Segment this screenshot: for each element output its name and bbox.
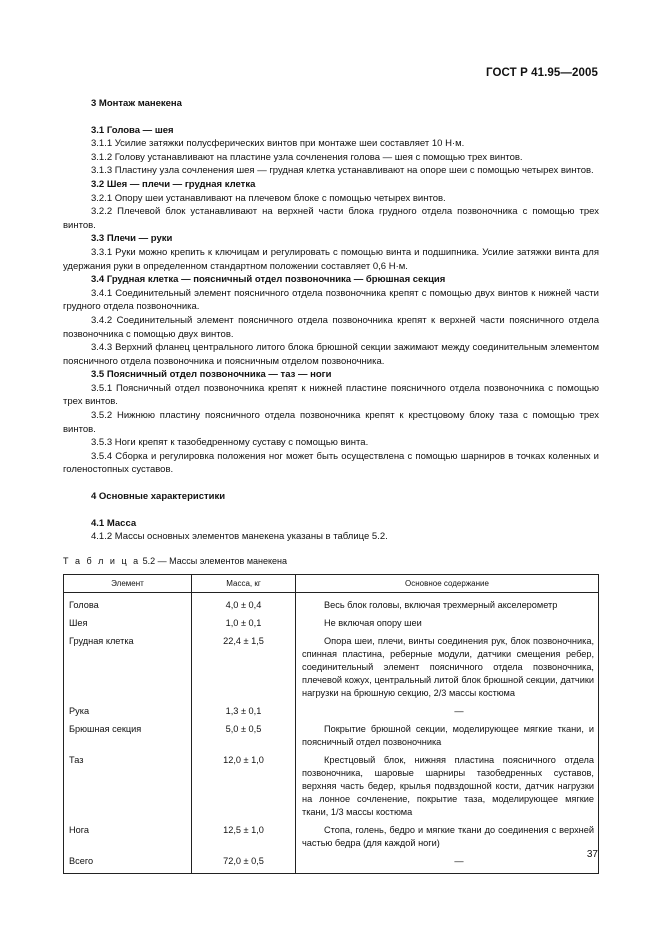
cell-description: — bbox=[296, 705, 599, 723]
section-3-4-title: 3.4 Грудная клетка — поясничный отдел позвоночника — брюшная секция bbox=[91, 274, 446, 286]
cell-mass: 1,0 ± 0,1 bbox=[192, 617, 296, 635]
table-row bbox=[64, 723, 599, 754]
table-row bbox=[64, 617, 599, 635]
paragraph: 3.3.1 Руки можно крепить к ключицам и регулировать с помощью винта и подшипника. Усилие затяжки винта для удержания руки в определенном стандартном положении составляет 0,6 Н·м. bbox=[63, 246, 599, 272]
paragraph: 3.2.1 Опору шеи устанавливают на плечевом блоке с помощью четырех винтов. bbox=[91, 192, 446, 204]
paragraph: 3.4.3 Верхний фланец центрального литого блока брюшной секции зажимают между соединительным элементом поясничного отдела позвоночника и поясничным отделом позвоночника. bbox=[63, 342, 599, 367]
section-3-title: 3 Монтаж манекена bbox=[91, 98, 182, 109]
cell-mass: 5,0 ± 0,5 bbox=[192, 723, 296, 754]
table-row bbox=[64, 754, 599, 824]
page-content bbox=[63, 97, 599, 874]
table-row bbox=[64, 635, 599, 705]
cell-mass: 72,0 ± 0,5 bbox=[192, 855, 296, 874]
section-3-2-title: 3.2 Шея — плечи — грудная клетка bbox=[91, 178, 256, 190]
paragraph: 3.4.2 Соединительный элемент поясничного отдела позвоночника крепят к верхней части поясничного отдела позвоночника с помощью двух винтов. bbox=[63, 314, 599, 340]
cell-element: Нога bbox=[64, 824, 192, 855]
cell-element: Всего bbox=[64, 855, 192, 874]
section-4-1-title: 4.1 Масса bbox=[91, 517, 137, 529]
mass-table bbox=[63, 574, 599, 874]
cell-mass: 1,3 ± 0,1 bbox=[192, 705, 296, 723]
paragraph: 4.1.2 Массы основных элементов манекена указаны в таблице 5.2. bbox=[91, 531, 388, 543]
cell-element: Грудная клетка bbox=[64, 635, 192, 705]
paragraph: 3.5.3 Ноги крепят к тазобедренному суставу с помощью винта. bbox=[91, 437, 369, 449]
cell-element: Рука bbox=[64, 705, 192, 723]
page-number: 37 bbox=[586, 849, 598, 860]
section-3-3-title: 3.3 Плечи — руки bbox=[91, 233, 173, 245]
section-4-title: 4 Основные характеристики bbox=[91, 491, 226, 503]
cell-description: Опора шеи, плечи, винты соединения рук, блок позвоночника, спинная пластина, реберные модули, датчики смещения ребер, соединительный элемент поясничного отдела позвоночника, плечевой кожух, центральный литой блок брюшной секции, датчики нагрузки на брюшную секцию, 2/3 массы костюма bbox=[296, 635, 599, 705]
paragraph: 3.5.2 Нижнюю пластину поясничного отдела позвоночника крепят к крестцовому блоку таза с помощью трех винтов. bbox=[63, 410, 599, 435]
document-id: ГОСТ Р 41.95—2005 bbox=[486, 67, 598, 79]
paragraph: 3.1.1 Усилие затяжки полусферических винтов при монтаже шеи составляет 10 Н·м. bbox=[91, 138, 465, 150]
table-row bbox=[64, 855, 599, 874]
cell-description: Не включая опору шеи bbox=[296, 617, 599, 635]
column-header-element: Элемент bbox=[64, 575, 192, 593]
cell-mass: 12,5 ± 1,0 bbox=[192, 824, 296, 855]
table-caption bbox=[63, 555, 599, 569]
cell-mass: 12,0 ± 1,0 bbox=[192, 754, 296, 824]
cell-element: Брюшная секция bbox=[64, 723, 192, 754]
cell-mass: 22,4 ± 1,5 bbox=[192, 635, 296, 705]
cell-element: Шея bbox=[64, 617, 192, 635]
section-3-1-title: 3.1 Голова — шея bbox=[91, 124, 174, 136]
cell-mass: 4,0 ± 0,4 bbox=[192, 593, 296, 618]
table-row bbox=[64, 824, 599, 855]
paragraph: 3.1.2 Голову устанавливают на пластине узла сочленения голова — шея с помощью трех винтов. bbox=[91, 151, 523, 163]
paragraph: 3.5.4 Сборка и регулировка положения ног может быть осуществлена с помощью шарниров в точках коленных и голеностопных суставов. bbox=[63, 450, 599, 476]
cell-element: Таз bbox=[64, 754, 192, 824]
section-3-5-title: 3.5 Поясничный отдел позвоночника — таз — ноги bbox=[91, 369, 332, 381]
cell-description: Стопа, голень, бедро и мягкие ткани до соединения с верхней частью бедра (для каждой ноги) bbox=[296, 824, 599, 855]
cell-element: Голова bbox=[64, 593, 192, 618]
paragraph: 3.4.1 Соединительный элемент поясничного отдела позвоночника крепят с помощью двух винтов к нижней части грудного отдела позвоночника. bbox=[63, 287, 599, 313]
column-header-description: Основное содержание bbox=[296, 575, 599, 593]
table-header-row bbox=[64, 575, 599, 593]
cell-description: — bbox=[296, 855, 599, 874]
table-row bbox=[64, 705, 599, 723]
paragraph: 3.2.2 Плечевой блок устанавливают на верхней части блока грудного отдела позвоночника с помощью трех винтов. bbox=[63, 206, 599, 231]
table-caption-text: 5.2 — Массы элементов манекена bbox=[140, 555, 288, 566]
table-caption-prefix: Т а б л и ц а bbox=[63, 555, 141, 566]
paragraph: 3.1.3 Пластину узла сочленения шея — грудная клетка устанавливают на опоре шеи с помощью четырех винтов. bbox=[91, 165, 594, 177]
cell-description: Весь блок головы, включая трехмерный акселерометр bbox=[296, 593, 599, 618]
cell-description: Покрытие брюшной секции, моделирующее мягкие ткани, и поясничный отдел позвоночника bbox=[296, 723, 599, 754]
table-body bbox=[64, 593, 599, 874]
cell-description: Крестцовый блок, нижняя пластина поясничного отдела позвоночника, шаровые шарниры тазобедренных суставов, верхняя часть бедер, крылья подвздошной кости, датчик нагрузки на лонное сочленение, покрытие таза, моделирующее мягкие ткани, 1/3 массы костюма bbox=[296, 754, 599, 824]
column-header-mass: Масса, кг bbox=[192, 575, 296, 593]
table-row bbox=[64, 593, 599, 618]
paragraph: 3.5.1 Поясничный отдел позвоночника крепят к нижней пластине поясничного отдела позвоночника с помощью трех винтов. bbox=[63, 382, 599, 408]
